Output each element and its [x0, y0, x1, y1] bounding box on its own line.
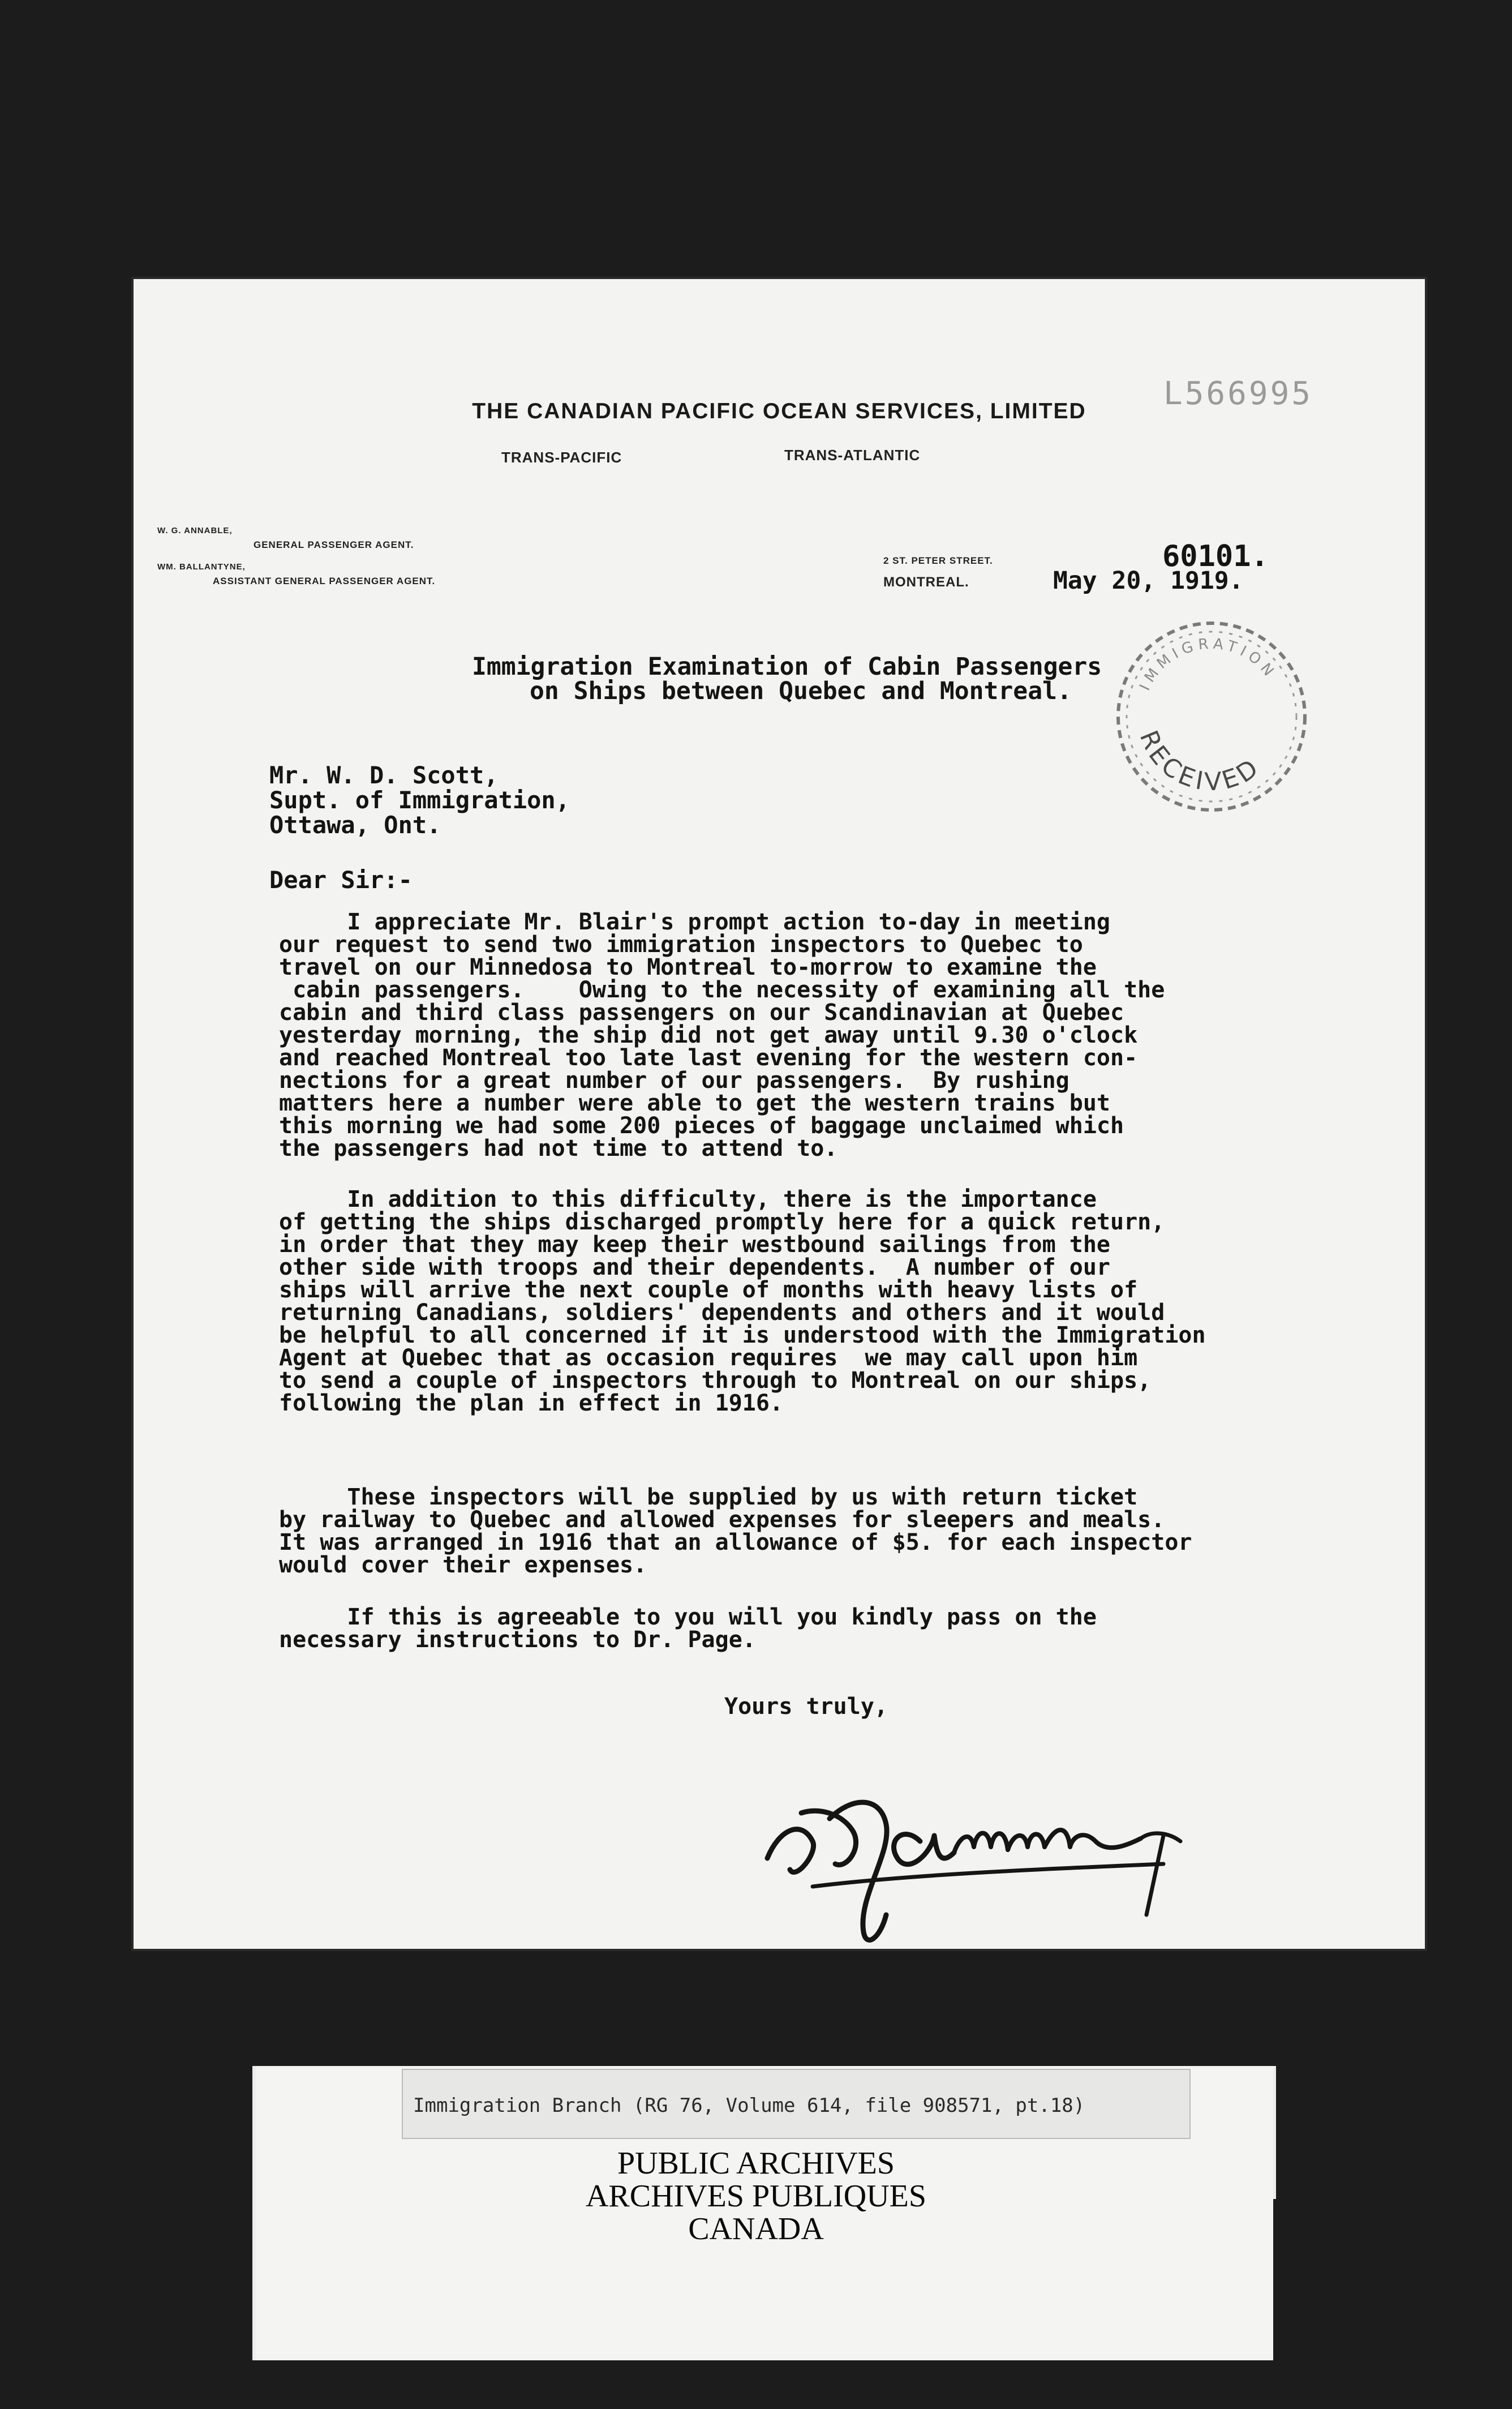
- document-stamp-number: L566995: [1163, 375, 1313, 412]
- address-city: MONTREAL.: [883, 575, 969, 590]
- recipient-line: Mr. W. D. Scott,: [269, 761, 499, 789]
- body-line: of getting the ships discharged promptly here for a quick return,: [279, 1209, 1165, 1235]
- letterhead-company: THE CANADIAN PACIFIC OCEAN SERVICES, LIMITED: [472, 399, 1086, 423]
- body-line: In addition to this difficulty, there is the importance: [279, 1186, 1097, 1212]
- body-line: be helpful to all concerned if it is understood with the Immigration: [279, 1322, 1206, 1348]
- handwritten-signature: [733, 1728, 1299, 1954]
- address-street: 2 ST. PETER STREET.: [883, 555, 993, 566]
- file-number: 60101.: [1162, 539, 1269, 573]
- body-line: travel on our Minnedosa to Montreal to-morrow to examine the: [279, 954, 1097, 980]
- letterhead-trans-pacific: TRANS-PACIFIC: [501, 449, 622, 466]
- body-line: other side with troops and their dependents. A number of our: [279, 1254, 1111, 1280]
- body-line: matters here a number were able to get the western trains but: [279, 1090, 1111, 1116]
- body-line: following the plan in effect in 1916.: [279, 1390, 784, 1416]
- body-line: If this is agreeable to you will you kindly pass on the: [279, 1604, 1097, 1630]
- svg-text:RECEIVED: [1134, 726, 1266, 796]
- body-line: nections for a great number of our passengers. By rushing: [279, 1068, 1069, 1094]
- recipient-line: Ottawa, Ont.: [269, 811, 441, 839]
- body-line: cabin and third class passengers on our Scandinavian at Quebec: [279, 1000, 1124, 1026]
- received-stamp: [1098, 603, 1325, 830]
- subject-line: on Ships between Quebec and Montreal.: [530, 677, 1072, 705]
- body-line: to send a couple of inspectors through to Montreal on our ships,: [279, 1368, 1152, 1394]
- staff-name: WM. BALLANTYNE,: [157, 562, 246, 572]
- staff-title: GENERAL PASSENGER AGENT.: [254, 539, 414, 550]
- body-line: the passengers had not time to attend to.: [279, 1135, 838, 1161]
- received-stamp-top-text: IMMIGRATION: [1136, 635, 1280, 693]
- body-line: returning Canadians, soldiers' dependents and others and it would: [279, 1300, 1165, 1326]
- body-line: These inspectors will be supplied by us with return ticket: [279, 1484, 1138, 1510]
- staff-title: ASSISTANT GENERAL PASSENGER AGENT.: [213, 576, 436, 586]
- body-line: yesterday morning, the ship did not get away until 9.30 o'clock: [279, 1022, 1138, 1048]
- archive-name-en: PUBLIC ARCHIVES: [617, 2146, 895, 2181]
- body-line: would cover their expenses.: [279, 1552, 647, 1578]
- received-stamp-text: RECEIVED: [1133, 726, 1266, 797]
- letter-date: May 20, 1919.: [1053, 567, 1244, 595]
- body-line: It was arranged in 1916 that an allowance of $5. for each inspector: [279, 1529, 1192, 1555]
- subject-line: Immigration Examination of Cabin Passengers: [472, 653, 1102, 681]
- body-line: our request to send two immigration inspectors to Quebec to: [279, 932, 1083, 958]
- staff-name: W. G. ANNABLE,: [157, 526, 233, 535]
- letterhead-trans-atlantic: TRANS-ATLANTIC: [784, 447, 921, 464]
- body-line: by railway to Quebec and allowed expenses for sleepers and meals.: [279, 1507, 1165, 1533]
- svg-text:IMMIGRATION: [1136, 635, 1279, 693]
- body-line: necessary instructions to Dr. Page.: [279, 1627, 756, 1653]
- closing: Yours truly,: [724, 1694, 888, 1720]
- body-line: Agent at Quebec that as occasion requires we may call upon him: [279, 1345, 1138, 1371]
- body-line: in order that they may keep their westbound sailings from the: [279, 1232, 1111, 1258]
- recipient-line: Supt. of Immigration,: [269, 786, 570, 814]
- body-line: this morning we had some 200 pieces of baggage unclaimed which: [279, 1113, 1124, 1139]
- archive-name-fr: ARCHIVES PUBLIQUES: [585, 2179, 927, 2214]
- body-line: and reached Montreal too late last evening for the western con-: [279, 1045, 1138, 1071]
- body-line: I appreciate Mr. Blair's prompt action to-day in meeting: [279, 909, 1111, 935]
- salutation: Dear Sir:-: [269, 866, 413, 894]
- letter-page: [134, 279, 1425, 1949]
- archive-country: CANADA: [688, 2211, 824, 2247]
- body-line: cabin passengers. Owing to the necessity of examining all the: [279, 977, 1165, 1003]
- archive-reference: Immigration Branch (RG 76, Volume 614, file 908571, pt.18): [413, 2094, 1085, 2117]
- body-line: ships will arrive the next couple of months with heavy lists of: [279, 1277, 1138, 1303]
